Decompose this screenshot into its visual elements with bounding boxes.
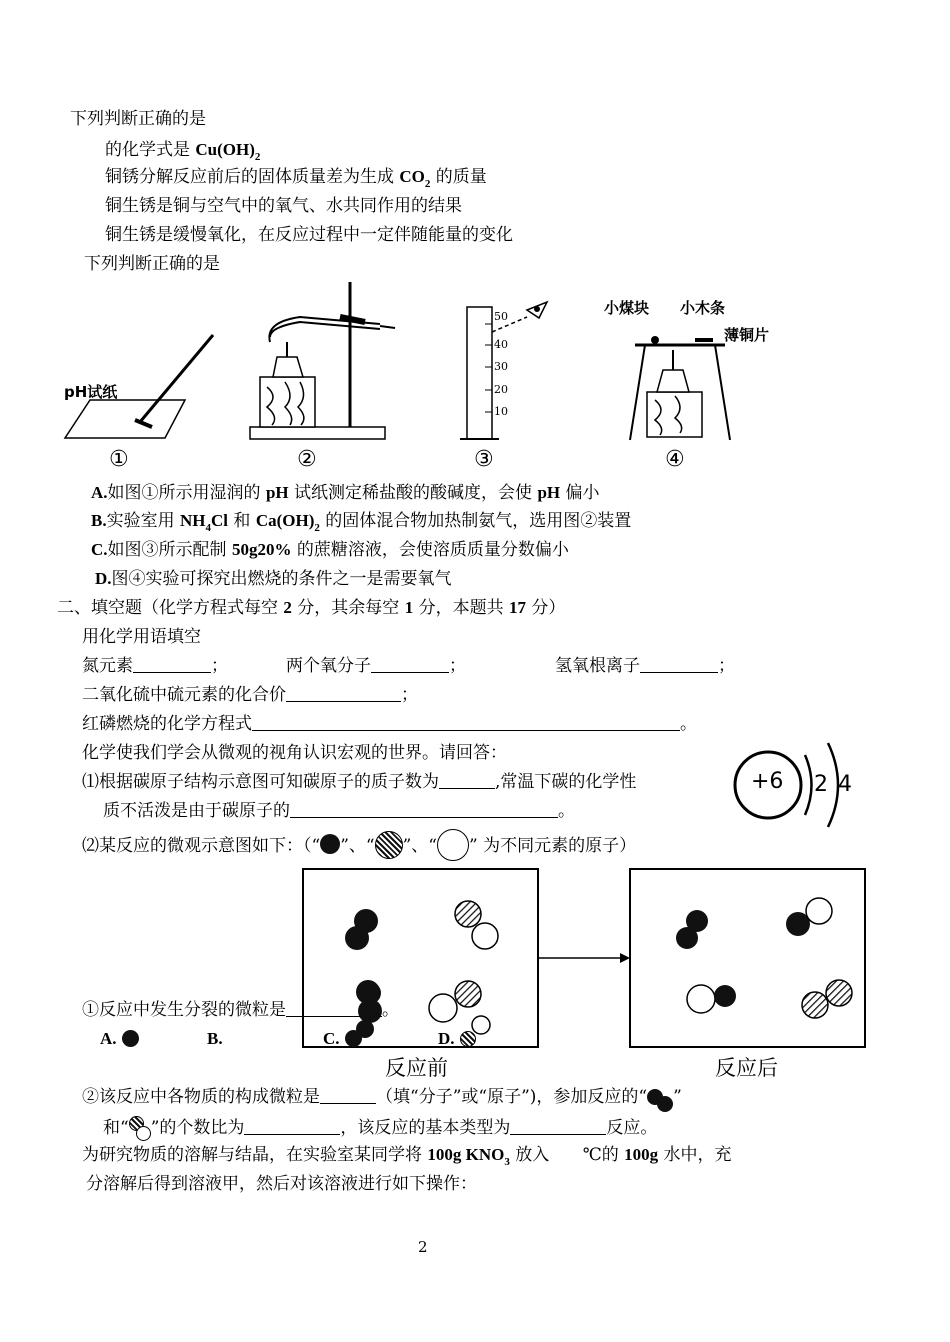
answer-blank[interactable] — [244, 1118, 340, 1135]
answer-blank[interactable] — [510, 1118, 606, 1135]
micro-q2-s2-line2: 和“ ”的个数比为 ，该反应的基本类型为 反应。 — [103, 1116, 657, 1141]
hatched-atom-icon — [375, 831, 403, 859]
option-line-3: 铜生锈是铜与空气中的氧气、水共同作用的结果 — [105, 196, 462, 216]
micro-q2-s1: ①反应中发生分裂的微粒是 。 — [82, 1000, 399, 1020]
black-atom-icon — [657, 1096, 673, 1112]
cylinder-tick-30: 30 — [494, 360, 508, 373]
white-atom-icon — [136, 1126, 151, 1141]
choice-d: D. — [438, 1029, 476, 1049]
choice-c: C. — [323, 1029, 362, 1049]
figure-caption-3: ③ — [474, 447, 494, 472]
answer-blank[interactable] — [371, 656, 449, 673]
black-atom-icon — [320, 834, 340, 854]
fill-nitrogen: 氮元素 ； — [82, 656, 228, 676]
figure-heating-apparatus — [245, 282, 395, 447]
white-atom-icon — [437, 829, 469, 861]
solubility-line-2: 分溶解后得到溶液甲，然后对该溶液进行如下操作： — [86, 1174, 477, 1194]
question-intro-a: 下列判断正确的是 — [70, 109, 206, 129]
fill-so2: 二氧化硫中硫元素的化合价 ； — [82, 685, 418, 705]
option-b: B.实验室用 $NH_4Cl$ 和 $Ca(OH)_2$ 的固体混合物加热制氨气，选用图②装置 — [91, 511, 632, 534]
option-line-1: 的化学式是 $Cu(OH)_2$ — [105, 140, 261, 163]
answer-blank[interactable] — [290, 801, 558, 818]
option-c: C.如图③所示配制 50g20% 的蔗糖溶液，会使溶质质量分数偏小 — [91, 540, 569, 560]
micro-intro: 化学使我们学会从微观的视角认识宏观的世界。请回答： — [82, 743, 507, 763]
micro-q2-s2-line1: ②该反应中各物质的构成微粒是 （填“分子”或“原子”)，参加反应的“ ” — [82, 1087, 682, 1112]
micro-q1-line1: ⑴根据碳原子结构示意图可知碳原子的质子数为 ,常温下碳的化学性 — [82, 772, 637, 792]
fill-hydroxide: 氢氧根离子 ； — [555, 656, 735, 676]
atom-shell-1: 2 — [814, 772, 828, 797]
answer-blank[interactable] — [640, 656, 718, 673]
page-number: 2 — [418, 1238, 428, 1256]
choice-b: B. — [207, 1029, 223, 1048]
solubility-line-1: 为研究物质的溶解与结晶，在实验室某同学将 100g $KNO_3$ 放入 ℃的 100g 水中，充 — [82, 1145, 732, 1168]
figure-combustion-experiment — [625, 320, 735, 445]
choice-a: A. — [100, 1029, 139, 1049]
wood-stick-label: 小木条 — [680, 299, 726, 317]
question-intro-b: 下列判断正确的是 — [84, 254, 220, 274]
micro-q2-legend: ⑵某反应的微观示意图如下：（“ ”、“ ”、“ ” 为不同元素的原子） — [82, 829, 636, 861]
answer-blank[interactable] — [252, 714, 680, 731]
answer-blank[interactable] — [286, 685, 401, 702]
choice-molecule-shapes — [355, 985, 495, 1045]
figure-measuring-cylinder — [455, 292, 565, 442]
atom-shell-2: 4 — [838, 772, 852, 797]
figure-caption-2: ② — [297, 447, 317, 472]
option-a: A.如图①所示用湿润的 pH 试纸测定稀盐酸的酸碱度，会使 pH 偏小 — [91, 483, 600, 503]
answer-blank[interactable] — [133, 656, 211, 673]
fill-two-oxygen: 两个氧分子 ； — [286, 656, 466, 676]
black-atom-icon — [122, 1030, 139, 1047]
before-reaction-label: 反应前 — [385, 1056, 448, 1080]
cylinder-tick-10: 10 — [494, 405, 508, 418]
figure-caption-4: ④ — [665, 447, 685, 472]
option-d: D.图④实验可探究出燃烧的条件之一是需要氧气 — [95, 569, 452, 589]
fill-heading: 用化学用语填空 — [82, 627, 201, 647]
cylinder-tick-20: 20 — [494, 383, 508, 396]
cylinder-tick-50: 50 — [494, 310, 508, 323]
option-line-4: 铜生锈是缓慢氧化，在反应过程中一定伴随能量的变化 — [105, 225, 513, 245]
option-line-2: 铜锈分解反应前后的固体质量差为生成 $CO_2$ 的质量 — [105, 167, 487, 190]
ph-paper-label: pH试纸 — [64, 383, 118, 401]
answer-blank[interactable] — [320, 1087, 376, 1104]
after-reaction-label: 反应后 — [715, 1056, 778, 1080]
fill-phosphorus: 红磷燃烧的化学方程式 。 — [82, 714, 697, 734]
coal-label: 小煤块 — [604, 299, 650, 317]
cylinder-tick-40: 40 — [494, 338, 508, 351]
atom-nucleus-charge: +6 — [751, 769, 784, 794]
figure-caption-1: ① — [109, 447, 129, 472]
copper-sheet-label: 薄铜片 — [724, 326, 770, 344]
answer-blank[interactable] — [439, 772, 495, 789]
section-heading: 二、填空题（化学方程式每空 2 分，其余每空 1 分，本题共 17 分） — [57, 598, 566, 618]
micro-q1-line2: 质不活泼是由于碳原子的 。 — [103, 801, 575, 821]
